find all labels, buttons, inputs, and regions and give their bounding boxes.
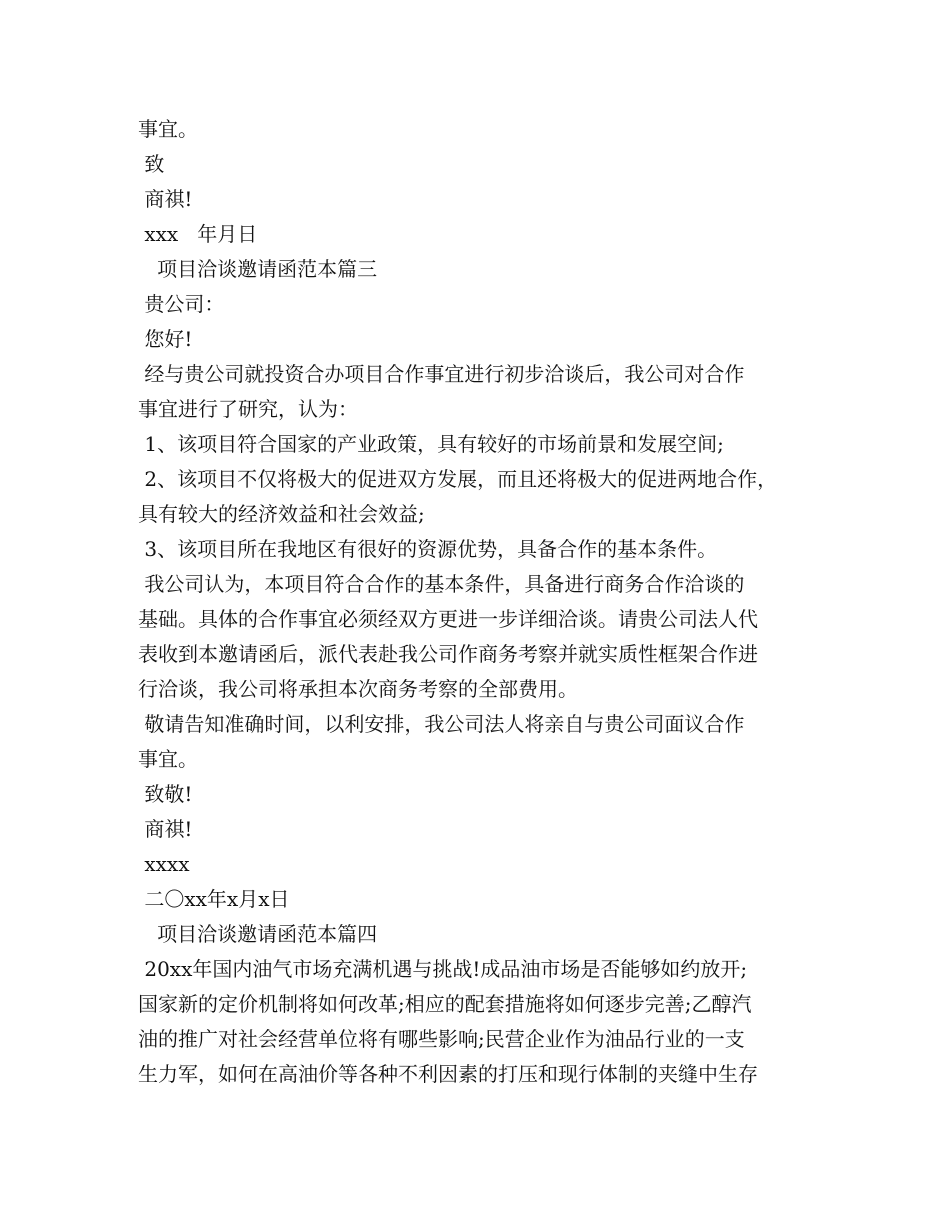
text-line: 20xx年国内油气市场充满机遇与挑战!成品油市场是否能够如约放开; <box>138 957 748 981</box>
text-line: xxx 年月日 <box>138 222 258 246</box>
text-line: 我公司认为，本项目符合合作的基本条件，具备进行商务合作洽谈的 <box>138 572 745 596</box>
text-line: 基础。具体的合作事宜必须经双方更进一步详细洽谈。请贵公司法人代 <box>138 607 758 631</box>
text-line: 二〇xx年x月x日 <box>138 887 290 911</box>
text-line: 行洽谈，我公司将承担本次商务考察的全部费用。 <box>138 677 578 701</box>
text-line: 您好! <box>138 327 193 351</box>
text-line: 1、该项目符合国家的产业政策，具有较好的市场前景和发展空间; <box>138 432 724 456</box>
text-line: 经与贵公司就投资合办项目合作事宜进行初步洽谈后，我公司对合作 <box>138 362 745 386</box>
text-line: 国家新的定价机制将如何改革;相应的配套措施将如何逐步完善;乙醇汽 <box>138 992 752 1016</box>
text-line: 贵公司： <box>138 292 225 316</box>
text-line: 生力军，如何在高油价等各种不利因素的打压和现行体制的夹缝中生存 <box>138 1062 758 1086</box>
text-line: 致敬! <box>138 782 193 806</box>
text-line: xxxx <box>138 852 190 876</box>
text-line: 2、该项目不仅将极大的促进双方发展，而且还将极大的促进两地合作， <box>138 467 778 491</box>
text-line: 具有较大的经济效益和社会效益; <box>138 502 425 526</box>
text-line: 敬请告知准确时间，以利安排，我公司法人将亲自与贵公司面议合作 <box>138 712 745 736</box>
text-line: 3、该项目所在我地区有很好的资源优势，具备合作的基本条件。 <box>138 537 718 561</box>
text-line: 油的推广对社会经营单位将有哪些影响;民营企业作为油品行业的一支 <box>138 1027 745 1051</box>
text-line: 事宜。 <box>138 117 198 141</box>
text-line: 表收到本邀请函后，派代表赴我公司作商务考察并就实质性框架合作进 <box>138 642 758 666</box>
section-heading: 项目洽谈邀请函范本篇三 <box>138 257 378 281</box>
text-line: 事宜进行了研究，认为： <box>138 397 358 421</box>
text-line: 致 <box>138 152 165 176</box>
section-heading: 项目洽谈邀请函范本篇四 <box>138 922 378 946</box>
text-line: 商祺! <box>138 817 193 841</box>
document-body <box>138 112 828 1092</box>
text-line: 商祺! <box>138 187 193 211</box>
text-line: 事宜。 <box>138 747 198 771</box>
